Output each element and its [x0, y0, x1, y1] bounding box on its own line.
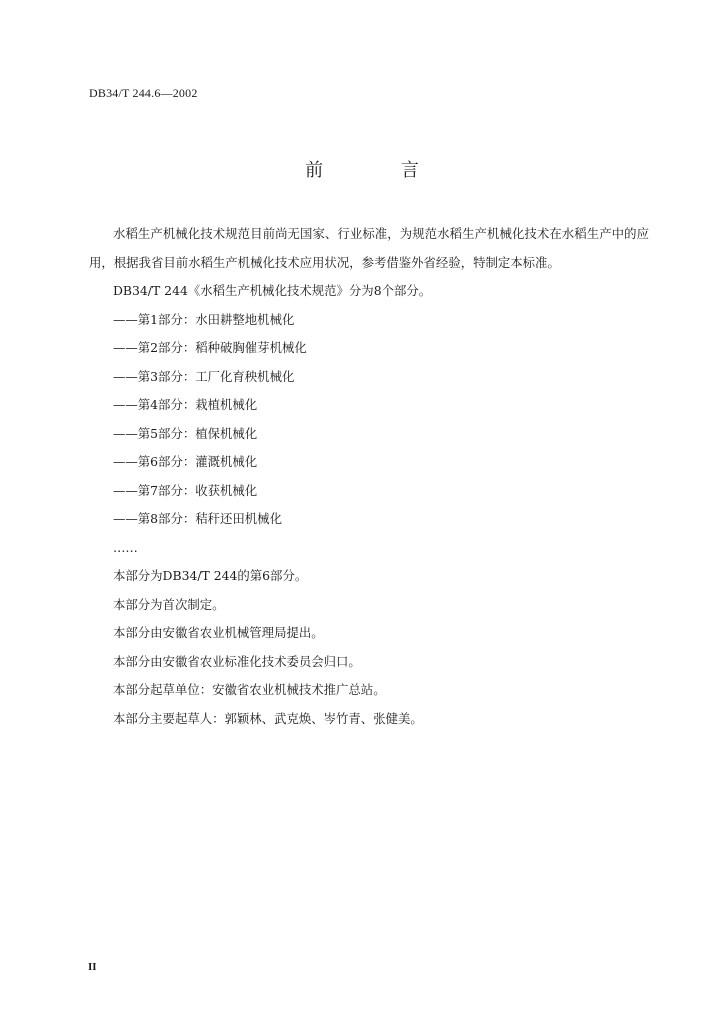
statement-part-number: 本部分为DB34/T 244的第6部分。: [113, 568, 308, 583]
foreword-body: [89, 220, 649, 733]
part-item-3: ——第3部分：工厂化育秧机械化: [113, 368, 295, 384]
part-item-2: ——第2部分：稻种破胸催芽机械化: [113, 340, 307, 355]
part-item-5: ——第5部分：植保机械化: [113, 425, 258, 441]
structure-line: DB34/T 244《水稻生产机械化技术规范》分为8个部分。: [113, 283, 432, 298]
statement-first-edition: 本部分为首次制定。: [113, 596, 225, 612]
part-item-4: ——第4部分：栽植机械化: [113, 397, 258, 412]
standard-code-header: DB34/T 244.6—2002: [89, 86, 198, 100]
statement-drafting-unit: 本部分起草单位：安徽省农业机械技术推广总站。: [113, 682, 386, 697]
intro-paragraph: 水稻生产机械化技术规范目前尚无国家、行业标准，为规范水稻生产机械化技术在水稻生产中的应用，根据我省目前水稻生产机械化技术应用状况，参考借鉴外省经验，特制定本标准。: [89, 226, 649, 270]
part-item-1: ——第1部分：水田耕整地机械化: [113, 311, 295, 327]
statement-centralized-by: 本部分由安徽省农业标准化技术委员会归口。: [113, 653, 361, 669]
part-item-8: ——第8部分：秸秆还田机械化: [113, 511, 282, 526]
statement-drafters: 本部分主要起草人：郭颖林、武克焕、岑竹青、张健美。: [113, 710, 423, 726]
page-number: II: [88, 961, 97, 973]
part-item-6: ——第6部分：灌溉机械化: [113, 454, 258, 469]
page-title: 前 言: [305, 160, 455, 181]
ellipsis: ……: [113, 539, 138, 555]
part-item-7: ——第7部分：收获机械化: [113, 482, 258, 498]
statement-proposer: 本部分由安徽省农业机械管理局提出。: [113, 625, 324, 640]
